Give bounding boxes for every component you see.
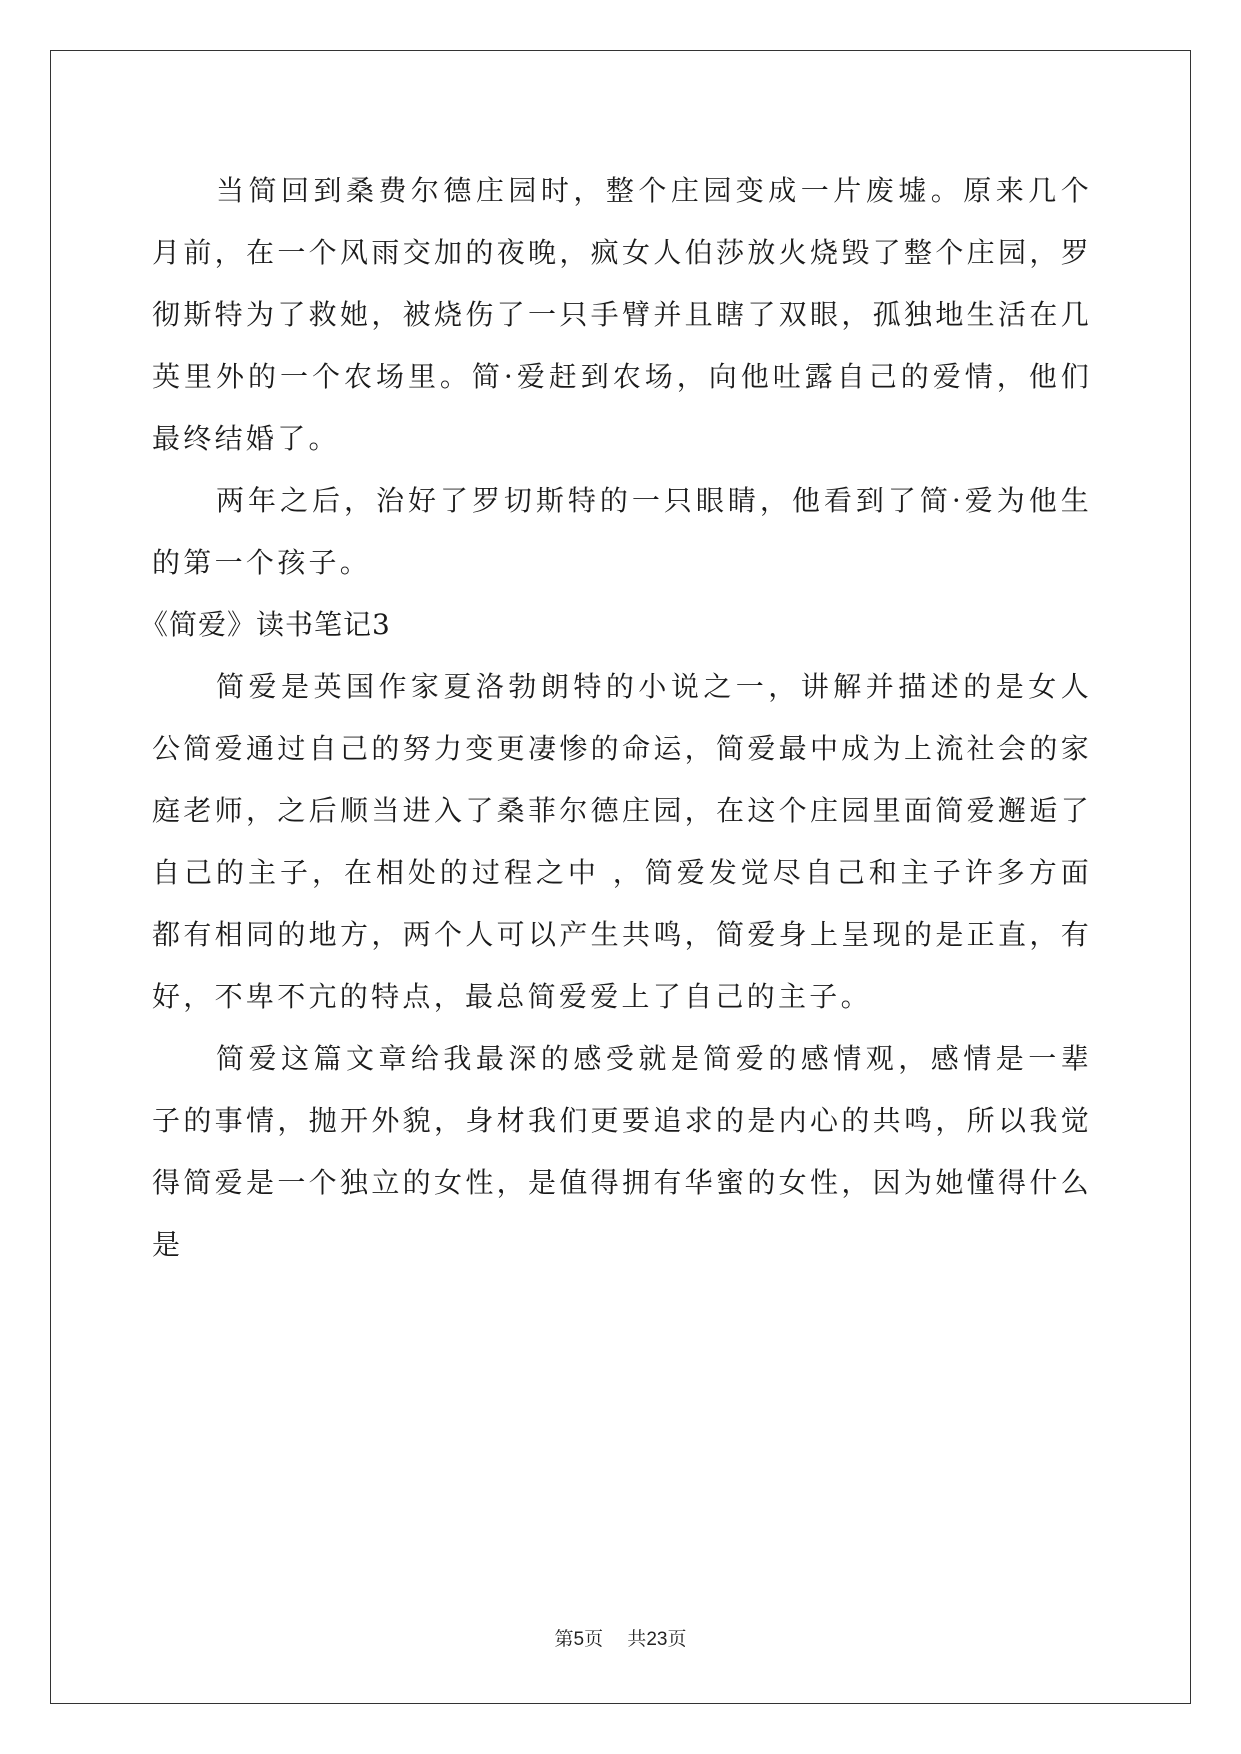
total-label-suffix: 页 xyxy=(667,1628,687,1650)
page-label-suffix: 页 xyxy=(584,1628,604,1650)
page-footer xyxy=(0,1624,1241,1651)
paragraph-summary: 简爱是英国作家夏洛勃朗特的小说之一，讲解并描述的是女人公简爱通过自己的努力变更凄惨的命运，简爱最中成为上流社会的家庭老师，之后顺当进入了桑菲尔德庄园，在这个庄园里面简爱邂逅了自己的主子，在相处的过程之中 ，简爱发觉尽自己和主子许多方面都有相同的地方，两个人可以产生共鸣，简爱身上呈现的是正直，有好，不卑不亢的特点，最总简爱爱上了自己的主子。 xyxy=(152,670,1092,1013)
paragraph-epilogue: 两年之后，治好了罗切斯特的一只眼睛，他看到了简·爱为他生的第一个孩子。 xyxy=(152,484,1092,579)
total-label-prefix: 共 xyxy=(627,1628,647,1650)
page-label-prefix: 第 xyxy=(554,1628,574,1650)
section-heading: 《简爱》读书笔记3 xyxy=(140,608,391,641)
paragraph-ending: 当简回到桑费尔德庄园时，整个庄园变成一片废墟。原来几个月前，在一个风雨交加的夜晚，疯女人伯莎放火烧毁了整个庄园，罗彻斯特为了救她，被烧伤了一只手臂并且瞎了双眼，孤独地生活在几英里外的一个农场里。简·爱赶到农场，向他吐露自己的爱情，他们最终结婚了。 xyxy=(152,174,1092,455)
current-page-number: 5 xyxy=(573,1629,585,1650)
total-pages-number: 23 xyxy=(646,1629,668,1650)
document-body xyxy=(140,160,1092,1276)
paragraph-reflection: 简爱这篇文章给我最深的感受就是简爱的感情观，感情是一辈子的事情，抛开外貌，身材我们更要追求的是内心的共鸣，所以我觉得简爱是一个独立的女性，是值得拥有华蜜的女性，因为她懂得什么是 xyxy=(152,1042,1092,1261)
